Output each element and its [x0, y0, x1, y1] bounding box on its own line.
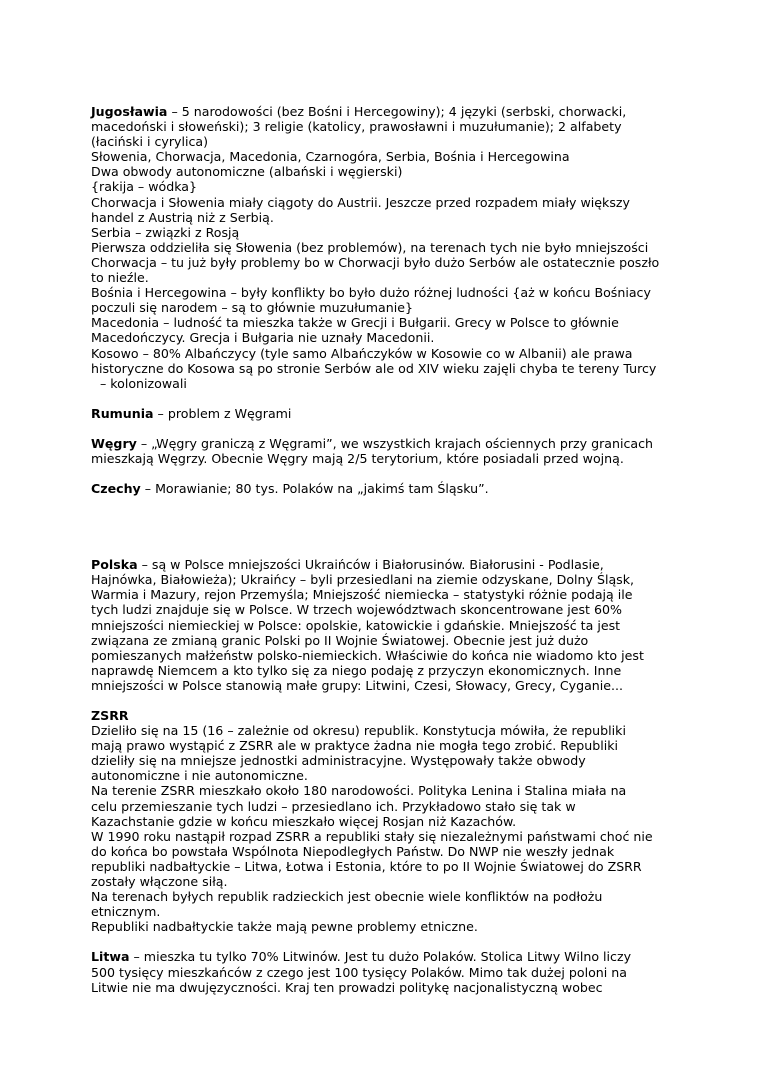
paragraph-line: 500 tysięcy mieszkańców z czego jest 100 tysięcy Polaków. Mimo tak dużej poloni na [91, 964, 627, 980]
section-heading: Jugosławia [91, 104, 168, 119]
paragraph-line: mniejszości niemieckiej w Polsce: opolskie, katowickie i gdańskie. Mniejszość ta jest [91, 617, 621, 633]
paragraph-line: Macedończycy. Grecja i Bułgaria nie uznały Macedonii. [91, 330, 435, 346]
paragraph-line: handel z Austrią niż z Serbią. [91, 209, 274, 225]
paragraph-line: Warmia i Mazury, rejon Przemyśla; Mniejszość niemiecka – statystyki różnie podają ile [91, 587, 633, 603]
paragraph-line: Kosowo – 80% Albańczycy (tyle samo Albańczyków w Kosowie co w Albanii) ale prawa [91, 345, 633, 361]
paragraph-line: historyczne do Kosowa są po stronie Serbów ale od XIV wieku zajęli chyba te tereny Turcy [91, 360, 657, 376]
paragraph-line: poczuli się narodem – są to głównie muzułumanie} [91, 300, 414, 316]
paragraph-line: Jugosławia – 5 narodowości (bez Bośni i Hercegowiny); 4 języki (serbski, chorwacki, [91, 104, 627, 119]
paragraph-line: naprawdę Niemcem a kto tylko się za niego podaję z przyczyn ekonomicznych. Inne [91, 662, 622, 678]
section-rumunia [91, 406, 691, 421]
paragraph-line: Macedonia – ludność ta mieszka także w Grecji i Bułgarii. Grecy w Polsce to głównie [91, 315, 619, 331]
paragraph-line: etnicznym. [91, 904, 161, 920]
paragraph-line: to nieźle. [91, 270, 149, 286]
paragraph-line: Hajnówka, Białowieża); Ukraińcy – byli przesiedlani na ziemie odzyskane, Dolny Śląsk, [91, 572, 635, 588]
paragraph-line: celu przemieszanie tych ludzi – przesiedlano ich. Przykładowo stało się tak w [91, 798, 576, 814]
section-wegry [91, 436, 691, 466]
section-litwa [91, 949, 691, 994]
paragraph-line: mniejszości w Polsce stanowią małe grupy: Litwini, Czesi, Słowacy, Grecy, Cyganie... [91, 677, 624, 693]
paragraph-line: Chorwacja – tu już były problemy bo w Chorwacji było dużo Serbów ale ostatecznie poszło [91, 254, 660, 270]
paragraph-line: pomieszanych małżeństw polsko-niemieckich. Właściwie do końca nie wiadomo kto jest [91, 647, 644, 663]
paragraph-line: mieszkają Węgrzy. Obecnie Węgry mają 2/5 terytorium, które posiadali przed wojną. [91, 450, 624, 466]
paragraph-line: do końca bo powstała Wspólnota Niepodległych Państw. Do NWP nie weszły jednak [91, 843, 615, 859]
paragraph-line: W 1990 roku nastąpił rozpad ZSRR a republiki stały się niezależnymi państwami choć nie [91, 828, 653, 844]
section-heading: Węgry [91, 435, 137, 451]
paragraph-line: Dwa obwody autonomiczne (albański i węgierski) [91, 164, 403, 180]
section-heading: Polska [91, 557, 138, 573]
paragraph-line: Dzieliło się na 15 (16 – zależnie od okresu) republik. Konstytucja mówiła, że republiki [91, 723, 626, 739]
paragraph-line: Na terenie ZSRR mieszkało około 180 narodowości. Polityka Lenina i Stalina miała na [91, 783, 627, 799]
paragraph-line: Polska – są w Polsce mniejszości Ukraińców i Białorusinów. Białorusini - Podlasie, [91, 557, 604, 573]
paragraph-line: macedoński i słoweński); 3 religie (katolicy, prawosławni i muzułumanie); 2 alfabety [91, 119, 622, 135]
section-heading: Litwa [91, 949, 130, 965]
paragraph-line: Republiki nadbałtyckie także mają pewne problemy etniczne. [91, 919, 478, 935]
paragraph-line: Węgry – „Węgry graniczą z Węgrami”, we wszystkich krajach ościennych przy granicach [91, 435, 654, 451]
paragraph-line: Słowenia, Chorwacja, Macedonia, Czarnogóra, Serbia, Bośnia i Hercegowina [91, 149, 570, 165]
document-page [91, 104, 691, 995]
paragraph-line: Kazachstanie gdzie w końcu mieszkało więcej Rosjan niż Kazachów. [91, 813, 517, 829]
section-czechy [91, 481, 691, 496]
paragraph-line: Serbia – związki z Rosją [91, 224, 240, 240]
paragraph-line: dzieliły się na mniejsze jednostki administracyjne. Występowały także obwody [91, 753, 586, 769]
section-zsrr [91, 708, 691, 934]
section-heading: Czechy [91, 481, 141, 497]
paragraph-line: – kolonizowali [100, 375, 187, 391]
paragraph-line: Chorwacja i Słowenia miały ciągoty do Austrii. Jeszcze przed rozpadem miały większy [91, 194, 630, 210]
paragraph-line: związana ze zmianą granic Polski po II Wojnie Światowej. Obecnie jest już dużo [91, 632, 589, 648]
paragraph-line: Pierwsza oddzieliła się Słowenia (bez problemów), na terenach tych nie było mniejszości [91, 239, 649, 255]
paragraph-line: autonomiczne i nie autonomiczne. [91, 768, 308, 784]
paragraph-line: Litwie nie ma dwujęzyczności. Kraj ten prowadzi politykę nacjonalistyczną wobec [91, 979, 603, 995]
section-jugoslawia [91, 104, 691, 391]
paragraph-line: Litwa – mieszka tu tylko 70% Litwinów. Jest tu dużo Polaków. Stolica Litwy Wilno liczy [91, 949, 632, 965]
paragraph-line: Bośnia i Hercegowina – były konflikty bo było dużo różnej ludności {aż w końcu Bośniacy [91, 285, 651, 301]
paragraph-line: zostały włączone siłą. [91, 874, 228, 890]
paragraph-line: Na terenach byłych republik radzieckich jest obecnie wiele konfliktów na podłożu [91, 889, 603, 905]
paragraph-line: {rakija – wódka} [91, 179, 198, 195]
section-polska [91, 557, 691, 693]
paragraph-line: tych ludzi znajduje się w Polsce. W trzech województwach skoncentrowane jest 60% [91, 602, 622, 618]
section-heading: ZSRR [91, 708, 129, 723]
paragraph-line: Czechy – Morawianie; 80 tys. Polaków na „jakimś tam Śląsku”. [91, 481, 489, 497]
section-heading: Rumunia [91, 405, 154, 421]
paragraph-line: (łaciński i cyrylica) [91, 134, 209, 150]
paragraph-line: mają prawo wystąpić z ZSRR ale w praktyce żadna nie mogła tego zrobić. Republiki [91, 738, 618, 754]
paragraph-line: republiki nadbałtyckie – Litwa, Łotwa i Estonia, które to po II Wojnie Światowej do ZSRR [91, 858, 642, 874]
paragraph-line: Rumunia – problem z Węgrami [91, 405, 292, 421]
